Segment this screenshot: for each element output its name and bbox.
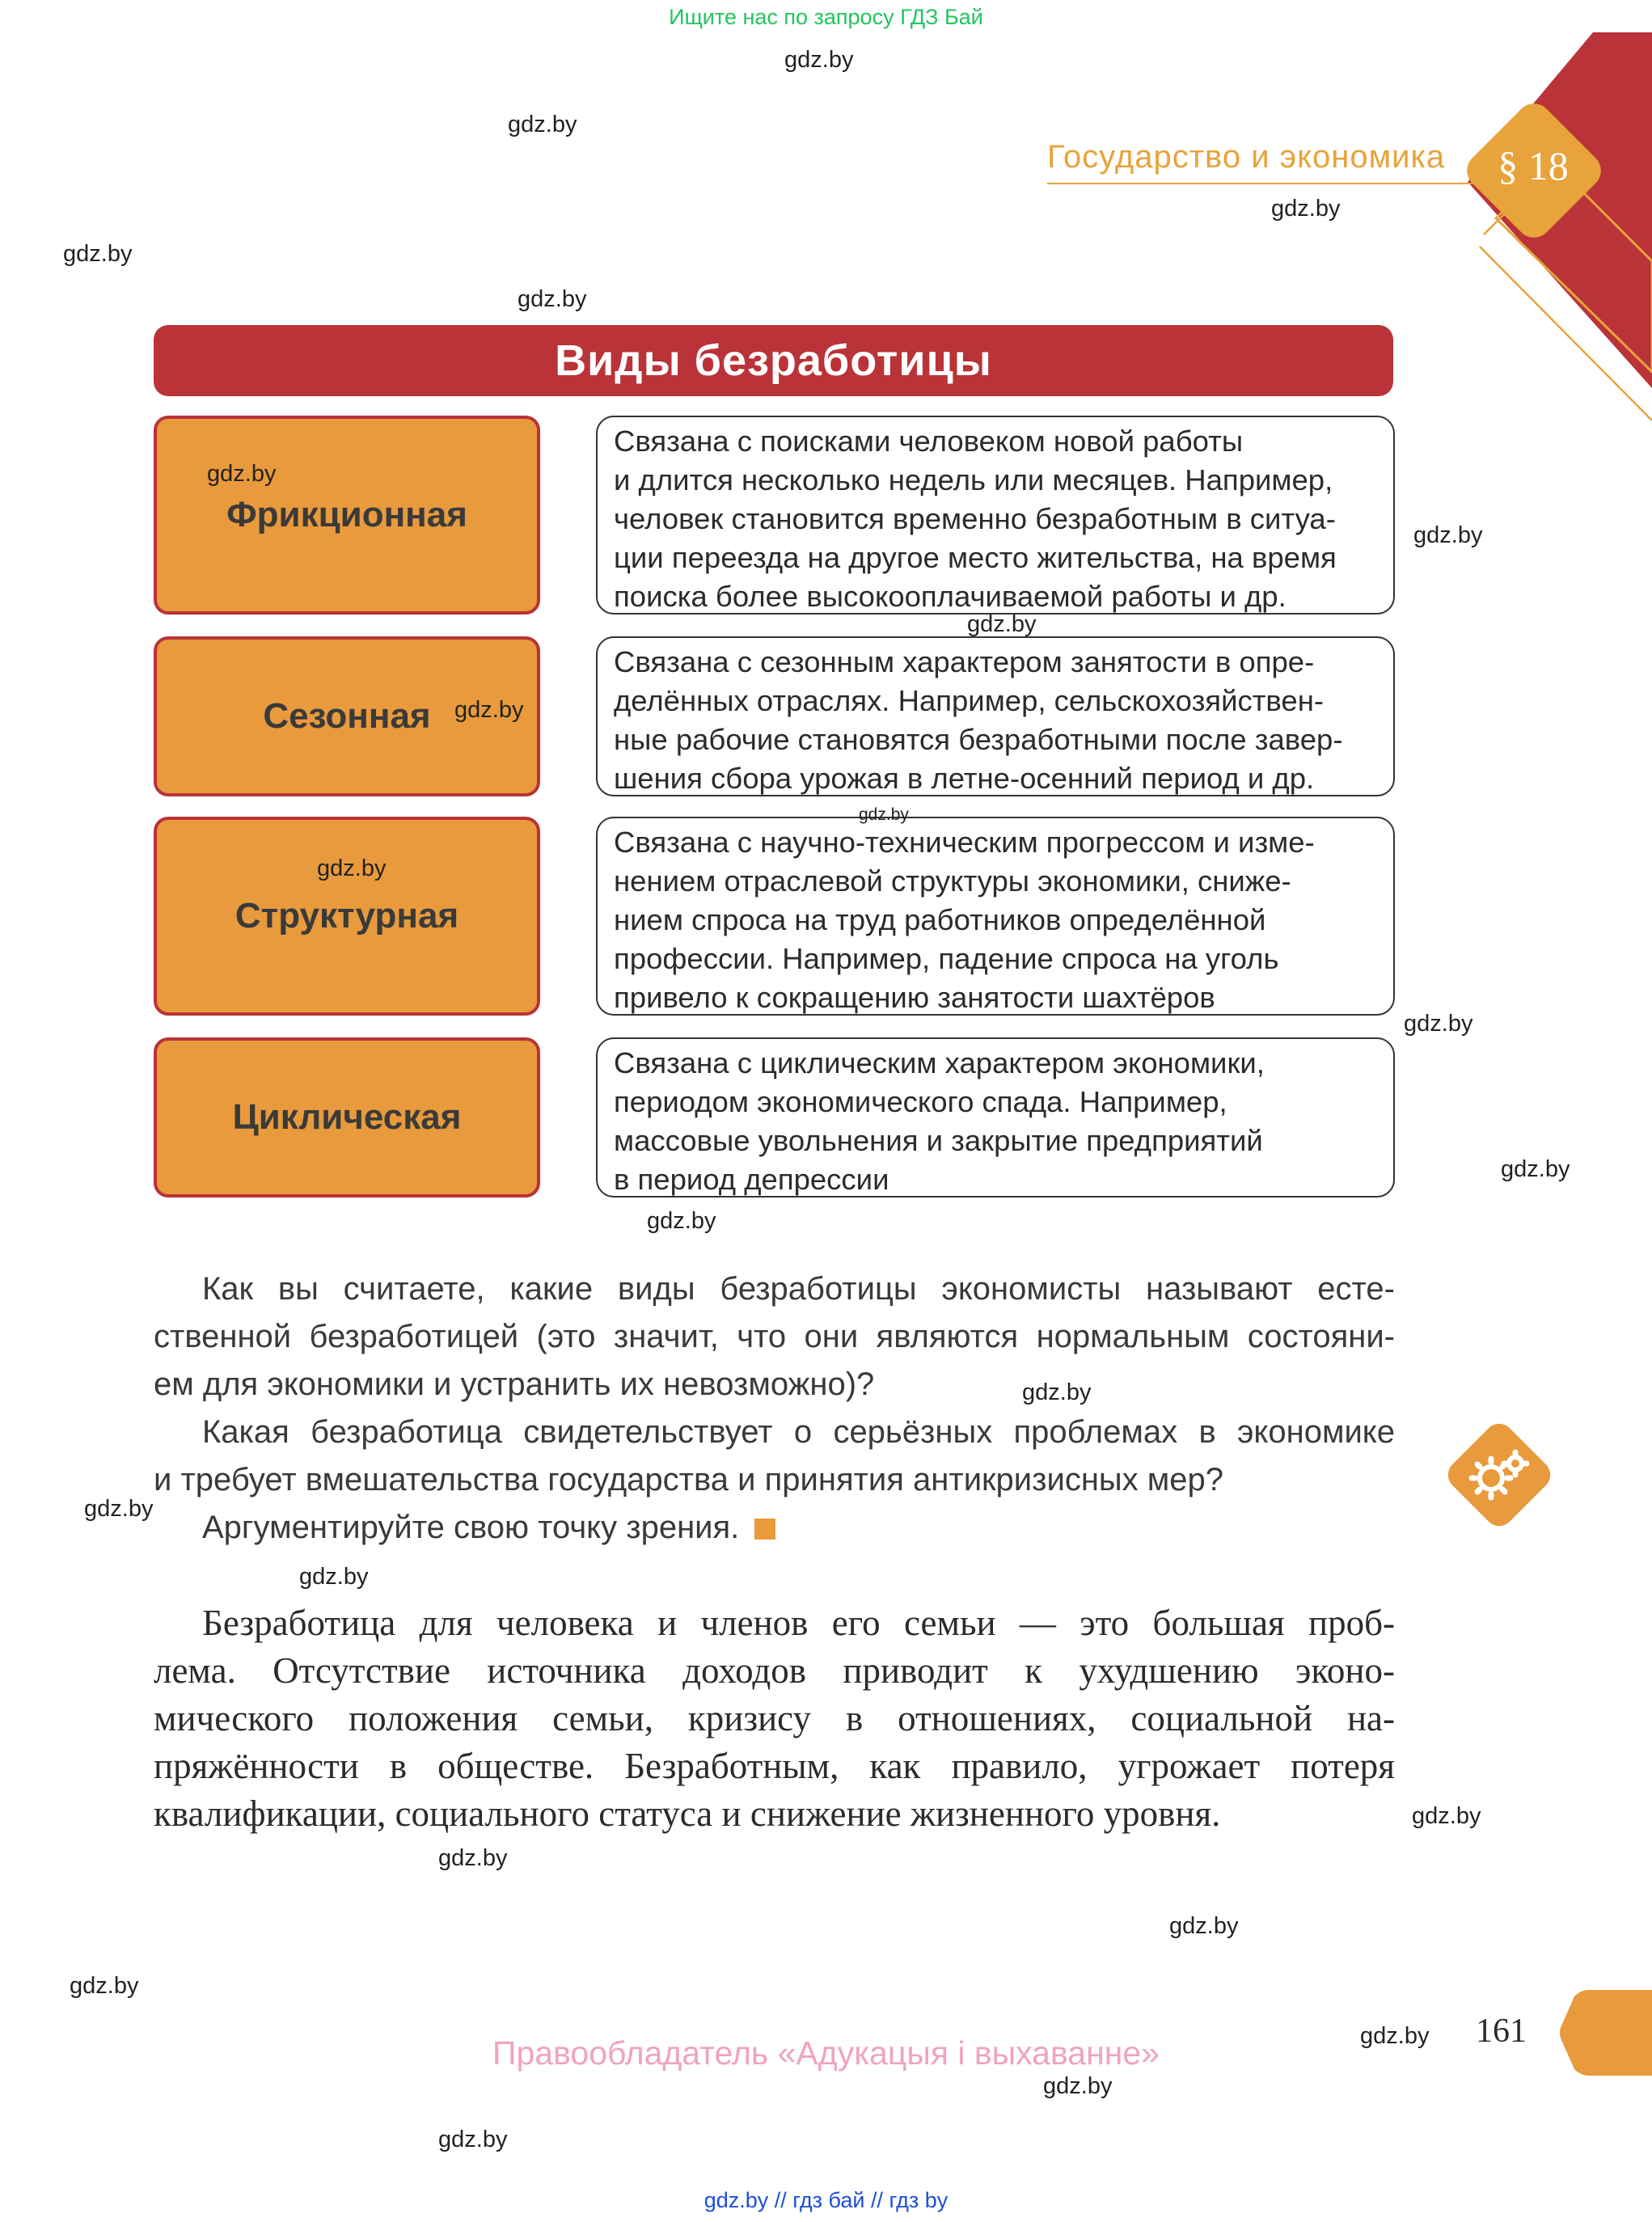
watermark: gdz.by [508,112,577,137]
desc-box-structural [596,817,1395,1016]
type-box-frictional [154,416,540,615]
bottom-banner[interactable]: gdz.by // гдз бай // гдз by [703,2188,949,2212]
gears-icon [1438,1413,1561,1536]
text-line [154,1504,1395,1552]
watermark: gdz.by [1501,1156,1570,1182]
corner-decoration [1407,0,1652,420]
desc-line: профессии. Например, падение спроса на уголь [614,942,1279,975]
desc-line: Связана с циклическим характером экономики, [614,1046,1265,1079]
copyright-notice: Правообладатель «Адукацыя і выхаванне» [492,2034,1160,2072]
watermark: gdz.by [1271,196,1341,222]
watermark: gdz.by [438,1845,508,1871]
watermark: gdz.by [84,1496,154,1522]
desc-line: в период депрессии [614,1163,889,1196]
watermark: gdz.by [1043,2073,1113,2099]
text-line: мического положения семьи, кризису в отношениях, социальной на- [154,1698,1395,1738]
top-banner[interactable]: Ищите нас по запросу ГДЗ Бай [669,5,983,29]
desc-line: нением отраслевой структуры экономики, сниже- [614,864,1291,898]
watermark: gdz.by [784,47,854,73]
text-line: ем для экономики и устранить их невозможно)? [154,1367,875,1402]
text-line: ственной безработицей (это значит, что они являются нормальным состояни- [154,1319,1395,1354]
type-label: Циклическая [232,1097,462,1137]
desc-line: человек становится временно безработным в ситуа- [614,502,1336,535]
end-marker-square [754,1519,775,1540]
type-box-structural [154,817,540,1016]
text-line: Как вы считаете, какие виды безработицы экономисты называют есте- [202,1271,1395,1307]
watermark: gdz.by [317,855,387,881]
desc-box-cyclical [596,1037,1395,1198]
desc-line: привело к сокращению занятости шахтёров [614,981,1215,1014]
desc-line: шения сбора урожая в летне-осенний период и др. [614,762,1315,795]
watermark: gdz.by [1412,1803,1481,1829]
desc-line: периодом экономического спада. Например, [614,1085,1227,1118]
question-paragraph-3 [154,1504,1395,1552]
watermark: gdz.by [1413,522,1483,548]
type-label: Сезонная [263,696,431,736]
desc-box-seasonal [596,636,1395,796]
question-text: Аргументируйте свою точку зрения. [202,1510,740,1545]
desc-line: ные рабочие становятся безработными после завер- [614,723,1343,756]
watermark: gdz.by [454,697,524,723]
watermark: gdz.by [647,1208,716,1234]
watermark: gdz.by [967,611,1037,637]
watermark: gdz.by [207,461,277,487]
watermark: gdz.by [299,1564,369,1590]
desc-line: Связана с сезонным характером занятости в опре- [614,645,1315,678]
desc-line: ции переезда на другое место жительства, на время [614,541,1337,574]
question-paragraph-2 [154,1409,1395,1504]
desc-line: и длится несколько недель или месяцев. Например, [614,463,1333,496]
type-box-cyclical [154,1037,540,1198]
scheme-title: Виды безработицы [154,325,1393,396]
desc-box-frictional [596,416,1395,615]
desc-line: делённых отраслях. Например, сельскохозяйствен- [614,684,1325,717]
text-line: Какая безработица свидетельствует о серьёзных проблемах в экономике [202,1414,1395,1450]
watermark: gdz.by [70,1973,139,1999]
watermark: gdz.by [859,805,909,824]
question-paragraph-1 [154,1265,1395,1409]
type-label: Структурная [234,896,459,936]
text-line: и требует вмешательства государства и принятия антикризисных мер? [154,1462,1224,1498]
watermark: gdz.by [1022,1379,1092,1405]
desc-line: Связана с поисками человеком новой работы [614,425,1244,458]
desc-line: поиска более высокооплачиваемой работы и др. [614,580,1287,613]
text-line: Безработица для человека и членов его семьи — это большая проб- [202,1603,1395,1643]
section-badge: § 18 [1498,143,1569,188]
watermark: gdz.by [63,241,133,267]
chapter-title: Государство и экономика [1047,139,1446,175]
desc-line: Связана с научно-техническим прогрессом и изме- [614,826,1315,859]
text-line: квалификации, социального статуса и снижение жизненного уровня. [154,1793,1221,1834]
watermark: gdz.by [1169,1913,1239,1939]
text-line: пряжённости в обществе. Безработным, как правило, угрожает потеря [154,1746,1395,1786]
chapter-underline [1047,183,1484,184]
page-number: 161 [1476,2013,1527,2050]
desc-line: массовые увольнения и закрытие предприятий [614,1124,1263,1157]
body-paragraph [154,1599,1395,1838]
type-label: Фрикционная [226,495,467,534]
watermark: gdz.by [438,2127,508,2152]
watermark: gdz.by [1360,2023,1430,2049]
desc-line: нием спроса на труд работников определённой [614,903,1266,936]
watermark: gdz.by [518,286,587,312]
watermark: gdz.by [1404,1011,1473,1037]
text-line: лема. Отсутствие источника доходов приводит к ухудшению эконо- [154,1650,1395,1691]
